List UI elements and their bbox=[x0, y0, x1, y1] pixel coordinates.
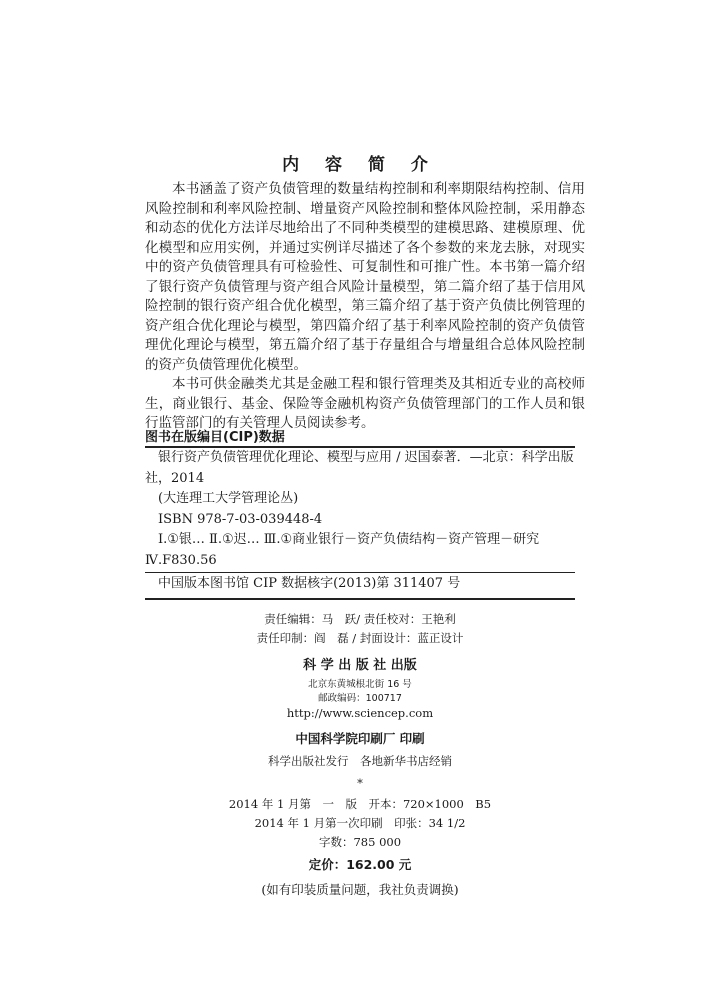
cip-middle-rule bbox=[145, 572, 575, 573]
credits-line-2: 责任印制：阎 磊 / 封面设计：蓝正设计 bbox=[256, 631, 464, 645]
distribution-line: 科学出版社发行 各地新华书店经销 bbox=[268, 754, 452, 768]
publisher-address: 北京东黄城根北街 16 号 bbox=[308, 679, 412, 690]
cip-heading: 图书在版编目(CIP)数据 bbox=[145, 430, 285, 445]
cip-core-data: 中国版本图书馆 CIP 数据核字(2013)第 311407 号 bbox=[158, 576, 461, 591]
cip-series: (大连理工大学管理论丛) bbox=[158, 491, 299, 506]
cip-core-data-block bbox=[145, 574, 575, 595]
credits-line-1: 责任编辑：马 跃/ 责任校对：王艳利 bbox=[264, 612, 456, 626]
price-line: 定价：162.00 元 bbox=[308, 857, 412, 872]
edition-line-1: 2014 年 1 月第 一 版 开本：720×1000 B5 bbox=[228, 797, 492, 811]
cip-record bbox=[145, 448, 575, 571]
summary-paragraph: 本书涵盖了资产负债管理的数量结构控制和利率期限结构控制、信用风险控制和利率风险控制、增量资产风险控制和整体风险控制，采用静态和动态的优化方法详尽地给出了不同种类模型的建模思路、建模原理、优化模型和应用实例，并通过实例详尽描述了各个参数的来龙去脉，对现实中的资产负债管理具有可检验性、可复制性和可推广性。本书第一篇介绍了银行资产负债管理与资产组合风险计量模型，第二篇介绍了基于信用风险控制的银行资产组合优化模型，第三篇介绍了基于资产负债比例管理的资产组合优化理论与模型，第四篇介绍了基于利率风险控制的资产负债管理优化理论与模型，第五篇介绍了基于存量组合与增量组合总体风险控制的资产负债管理优化模型。 bbox=[145, 181, 585, 373]
edition-line-2: 2014 年 1 月第一次印刷 印张：34 1/2 bbox=[254, 816, 466, 830]
cip-isbn: ISBN 978-7-03-039448-4 bbox=[158, 511, 323, 527]
publisher-postcode: 邮政编码：100717 bbox=[318, 693, 402, 704]
quality-note: (如有印装质量问题，我社负责调换) bbox=[261, 882, 459, 897]
edition-line-3: 字数：785 000 bbox=[318, 835, 402, 849]
summary-section bbox=[145, 180, 585, 434]
publisher-name: 科 学 出 版 社 出版 bbox=[303, 658, 417, 673]
page-title: 内 容 简 介 bbox=[282, 155, 438, 175]
separator-asterisk: * bbox=[357, 776, 363, 790]
printer-line: 中国科学院印刷厂 印刷 bbox=[295, 731, 425, 746]
summary-paragraph: 本书可供金融类尤其是金融工程和银行管理类及其相近专业的高校师生，商业银行、基金、保险等金融机构资产负债管理部门的工作人员和银行监管部门的有关管理人员阅读参考。 bbox=[145, 376, 585, 431]
publisher-url: http://www.sciencep.com bbox=[286, 706, 434, 720]
cip-bottom-rule bbox=[145, 598, 575, 600]
cip-classification: Ⅰ.①银… Ⅱ.①迟… Ⅲ.①商业银行－资产负债结构－资产管理－研究 Ⅳ.F830.56 bbox=[145, 532, 540, 568]
cip-entry: 银行资产负债管理优化理论、模型与应用 / 迟国泰著．—北京：科学出版社，2014 bbox=[145, 450, 574, 486]
